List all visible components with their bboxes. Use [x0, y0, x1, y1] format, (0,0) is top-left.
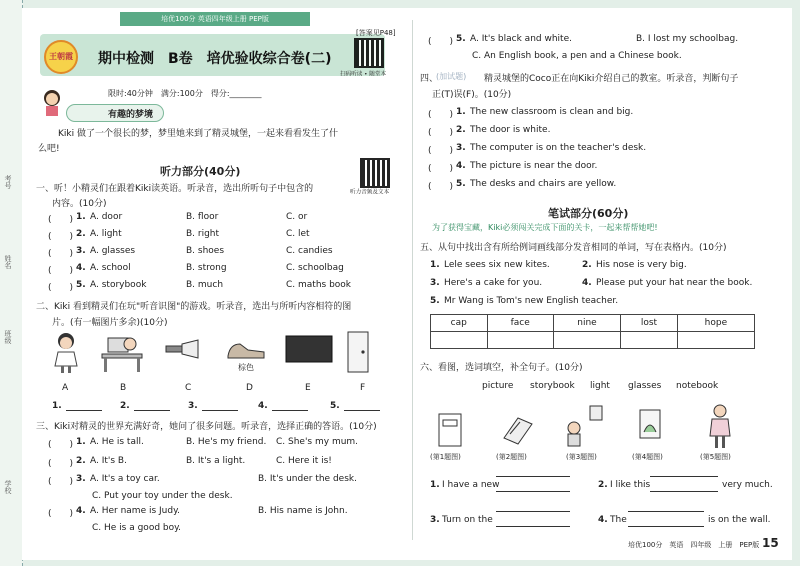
option-c: C. maths book: [286, 280, 352, 290]
option-b: B. much: [186, 280, 224, 290]
question-text: I like this: [610, 480, 651, 490]
question-number: 4.: [76, 506, 86, 516]
option-b: B. strong: [186, 263, 227, 273]
statement: The desks and chairs are yellow.: [470, 179, 617, 189]
question-number: 3.: [188, 401, 198, 411]
qr-code-icon: [360, 158, 390, 188]
option-c: C. or: [286, 212, 308, 222]
page-title: 期中检测 B卷 培优验收综合卷(二): [98, 51, 332, 67]
answer-blank[interactable]: [628, 511, 704, 527]
option-b: B. I lost my schoolbag.: [636, 34, 739, 44]
question-number: 5.: [430, 296, 440, 306]
option-a: A. It's B.: [90, 456, 127, 466]
word-bank-item: storybook: [530, 381, 575, 391]
option-a: A. It's black and white.: [470, 34, 572, 44]
answer-blank[interactable]: [134, 410, 170, 411]
answer-cell[interactable]: [677, 332, 754, 349]
question-number: 2.: [456, 125, 466, 135]
picture-frame-icon: [636, 408, 666, 448]
story-text: 么吧!: [38, 144, 60, 154]
question-number: 4.: [598, 515, 608, 525]
option-b: B. He's my friend.: [186, 437, 267, 447]
answer-paren[interactable]: ( ): [48, 477, 74, 487]
answer-paren[interactable]: ( ): [428, 146, 454, 156]
question-number: 2.: [582, 260, 592, 270]
table-row: [431, 332, 755, 349]
option-c: C. An English book, a pen and a Chinese book.: [472, 51, 682, 61]
answer-cell[interactable]: [553, 332, 620, 349]
option-a: A. light: [90, 229, 122, 239]
question-heading: 六、看图，选词填空，补全句子。(10分): [420, 363, 583, 373]
answer-paren[interactable]: ( ): [428, 128, 454, 138]
qr-caption: 扫码听读 • 随堂本: [340, 70, 387, 78]
section-title: 笔试部分(60分): [548, 207, 629, 220]
sentence: Please put your hat near the book.: [596, 278, 753, 288]
sentence: Lele sees six new kites.: [444, 260, 550, 270]
shoe-color-label: 棕色: [238, 363, 254, 372]
question-number: 3.: [430, 278, 440, 288]
question-number: 3.: [430, 515, 440, 525]
woman-picture-icon: [706, 404, 734, 450]
option-c: C. He is a good boy.: [92, 523, 182, 533]
question-heading: 片。(有一幅图片多余)(10分): [52, 318, 168, 328]
question-number: 1.: [76, 437, 86, 447]
binding-margin: [0, 0, 23, 566]
answer-paren[interactable]: ( ): [428, 110, 454, 120]
option-b: B. right: [186, 229, 220, 239]
answer-paren[interactable]: ( ): [428, 164, 454, 174]
option-a: A. school: [90, 263, 131, 273]
statement: The picture is near the door.: [470, 161, 598, 171]
example-word: face: [487, 315, 553, 332]
sentence: His nose is very big.: [596, 260, 687, 270]
answer-cell[interactable]: [431, 332, 488, 349]
picture-label: C: [185, 383, 192, 393]
section-title: 听力部分(40分): [160, 165, 241, 178]
question-number: 1.: [430, 260, 440, 270]
sentence: Mr Wang is Tom's new English teacher.: [444, 296, 619, 306]
question-heading: 四、: [420, 74, 439, 84]
light-picture-icon: [164, 336, 204, 366]
picture-caption: (第4题图): [632, 453, 663, 461]
shoes-picture-icon: [226, 334, 268, 364]
light-switch-picture-icon: [560, 404, 608, 448]
sentence: Here's a cake for you.: [444, 278, 543, 288]
brand-logo: 王朝霞: [44, 40, 78, 74]
option-a: A. storybook: [90, 280, 147, 290]
option-b: B. It's under the desk.: [258, 474, 357, 484]
answer-paren[interactable]: ( ): [48, 509, 74, 519]
answer-blank[interactable]: [496, 511, 570, 527]
answer-paren[interactable]: ( ): [48, 232, 74, 242]
girl-picture-icon: [50, 332, 82, 374]
question-number: 5.: [456, 34, 466, 44]
answer-paren[interactable]: ( ): [428, 37, 454, 47]
answer-table: [430, 314, 755, 349]
statement: The door is white.: [470, 125, 551, 135]
question-heading: 内容。(10分): [52, 199, 107, 209]
question-number: 2.: [76, 229, 86, 239]
question-heading: 三、Kiki对精灵的世界充满好奇，她问了很多问题。听录音，选择正确的答语。(10分): [36, 422, 377, 432]
picture-label: A: [62, 383, 69, 393]
question-number: 3.: [76, 474, 86, 484]
example-word: lost: [621, 315, 678, 332]
exam-meta: 限时:40分钟 满分:100分 得分:________: [108, 89, 262, 98]
storybook-picture-icon: [500, 414, 536, 446]
question-heading: 五、从句中找出含有所给例词画线部分发音相同的单词，写在表格内。(10分): [420, 243, 727, 253]
top-strip: 培优100分 英语四年级上册 PEP版: [120, 12, 310, 26]
answer-blank[interactable]: [202, 410, 238, 411]
question-number: 1.: [456, 107, 466, 117]
bonus-tag: (加试题): [436, 72, 467, 81]
question-number: 5.: [456, 179, 466, 189]
question-number: 3.: [76, 246, 86, 256]
option-c: C. schoolbag: [286, 263, 344, 273]
picture-caption: (第5题图): [700, 453, 731, 461]
statement: The new classroom is clean and big.: [470, 107, 634, 117]
question-number: 4.: [76, 263, 86, 273]
option-a: A. He is tall.: [90, 437, 144, 447]
word-bank-item: picture: [482, 381, 514, 391]
picture-caption: (第1题图): [430, 453, 461, 461]
girl-avatar-icon: [40, 88, 64, 116]
picture-caption: (第2题图): [496, 453, 527, 461]
picture-label: D: [246, 383, 253, 393]
question-heading: 正(T)误(F)。(10分): [432, 90, 512, 100]
word-bank-item: glasses: [628, 381, 662, 391]
answer-cell[interactable]: [621, 332, 678, 349]
question-text: Turn on the: [442, 515, 493, 525]
option-b: B. floor: [186, 212, 219, 222]
binding-label: 班级: [4, 330, 12, 344]
example-word: nine: [553, 315, 620, 332]
answer-ref: [答案见P48]: [356, 29, 396, 37]
notebook-picture-icon: [436, 412, 464, 448]
question-heading: 二、Kiki 看到精灵们在玩"听音识图"的游戏。听录音，选出与所听内容相符的图: [36, 302, 352, 312]
binding-label: 姓名: [4, 255, 12, 269]
question-heading: 精灵城堡的Coco正在向Kiki介绍自己的教室。听录音，判断句子: [484, 74, 739, 84]
question-number: 1.: [52, 401, 62, 411]
word-bank-item: notebook: [676, 381, 719, 391]
table-row: [431, 315, 755, 332]
answer-blank[interactable]: [66, 410, 102, 411]
question-number: 2.: [120, 401, 130, 411]
picture-label: F: [360, 383, 366, 393]
qr-code-icon: [354, 38, 384, 68]
answer-blank[interactable]: [650, 476, 718, 492]
question-number: 1.: [76, 212, 86, 222]
option-a: A. door: [90, 212, 123, 222]
picture-label: E: [305, 383, 311, 393]
question-number: 4.: [258, 401, 268, 411]
question-number: 4.: [582, 278, 592, 288]
option-c: C. candies: [286, 246, 333, 256]
answer-blank[interactable]: [344, 410, 380, 411]
desk-computer-picture-icon: [100, 332, 144, 374]
question-text: is on the wall.: [708, 515, 771, 525]
question-number: 4.: [456, 161, 466, 171]
question-heading: 一、听！小精灵们在跟着Kiki读英语。听录音，选出所听句子中包含的: [36, 184, 314, 194]
column-divider: [412, 20, 413, 540]
writing-subtitle: 为了获得宝藏，Kiki必须闯关完成下面的关卡，一起来帮帮她吧!: [432, 223, 658, 232]
question-number: 2.: [598, 480, 608, 490]
option-c: C. Put your toy under the desk.: [92, 491, 233, 501]
blackboard-picture-icon: [284, 334, 334, 364]
option-b: B. His name is John.: [258, 506, 348, 516]
option-c: C. She's my mum.: [276, 437, 359, 447]
answer-paren[interactable]: ( ): [48, 266, 74, 276]
answer-paren[interactable]: ( ): [48, 459, 74, 469]
question-number: 3.: [456, 143, 466, 153]
door-picture-icon: [344, 330, 372, 374]
example-word: cap: [431, 315, 488, 332]
answer-paren[interactable]: ( ): [48, 440, 74, 450]
page-number: 15: [762, 536, 779, 550]
story-text: Kiki 做了一个很长的梦，梦里她来到了精灵城堡，一起来看看发生了什: [58, 129, 338, 139]
question-number: 5.: [330, 401, 340, 411]
example-word: hope: [677, 315, 754, 332]
picture-caption: (第3题图): [566, 453, 597, 461]
footer-text: 培优100分 英语 四年级 上册 PEP版: [628, 541, 760, 549]
statement: The computer is on the teacher's desk.: [470, 143, 647, 153]
story-badge: 有趣的梦境: [108, 110, 154, 120]
binding-label: 学校: [4, 480, 12, 494]
answer-blank[interactable]: [496, 476, 570, 492]
option-b: B. It's a light.: [186, 456, 246, 466]
answer-paren[interactable]: ( ): [48, 249, 74, 259]
binding-label: 考号: [4, 175, 12, 189]
question-text: very much.: [722, 480, 773, 490]
question-number: 2.: [76, 456, 86, 466]
option-a: A. It's a toy car.: [90, 474, 160, 484]
question-text: The: [610, 515, 627, 525]
word-bank-item: light: [590, 381, 610, 391]
answer-paren[interactable]: ( ): [48, 283, 74, 293]
answer-paren[interactable]: ( ): [48, 215, 74, 225]
qr-caption: 听力音频及文本: [350, 188, 390, 196]
answer-cell[interactable]: [487, 332, 553, 349]
question-text: I have a new: [442, 480, 500, 490]
option-a: A. Her name is Judy.: [90, 506, 180, 516]
question-number: 5.: [76, 280, 86, 290]
picture-label: B: [120, 383, 127, 393]
option-a: A. glasses: [90, 246, 136, 256]
option-b: B. shoes: [186, 246, 225, 256]
option-c: C. Here it is!: [276, 456, 332, 466]
answer-blank[interactable]: [272, 410, 308, 411]
answer-paren[interactable]: ( ): [428, 182, 454, 192]
question-number: 1.: [430, 480, 440, 490]
option-c: C. let: [286, 229, 310, 239]
